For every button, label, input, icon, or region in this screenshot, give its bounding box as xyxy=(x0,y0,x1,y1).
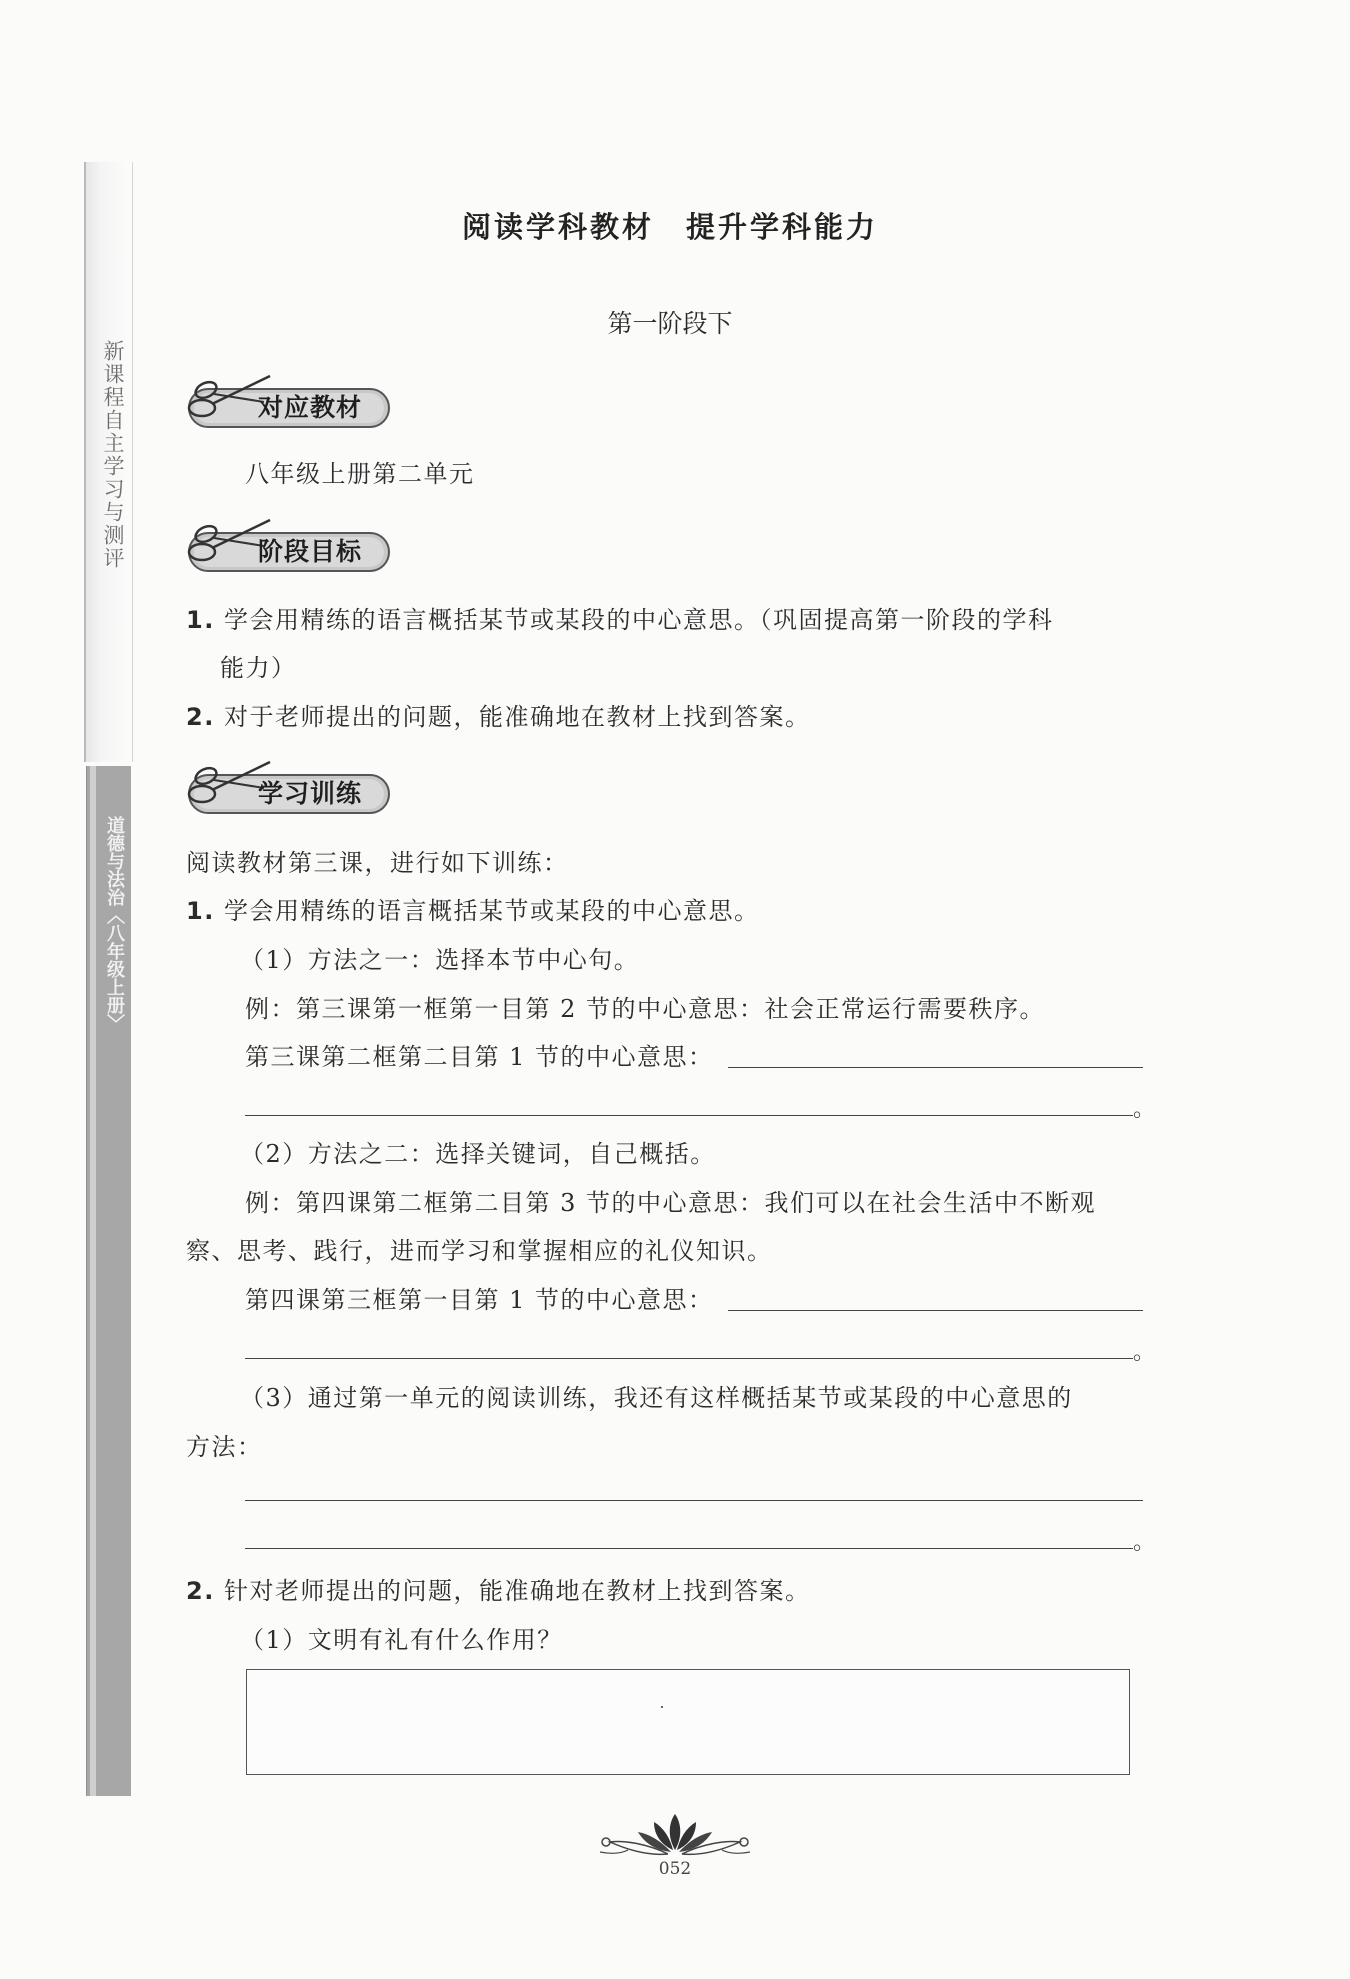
goal-item-1-cont: 能力） xyxy=(220,654,297,682)
method-3-cont: 方法： xyxy=(186,1433,263,1461)
answer-box[interactable] xyxy=(246,1669,1130,1775)
section-header-textbook xyxy=(184,366,404,430)
section-header-label: 阶段目标 xyxy=(258,537,363,566)
section-header-goals xyxy=(184,510,404,574)
series-title: 新课程自主学习与测评 xyxy=(101,340,125,570)
answer-line[interactable] xyxy=(728,1067,1143,1068)
task-text: 学会用精练的语言概括某节或某段的中心意思。 xyxy=(223,897,760,925)
goal-text: 学会用精练的语言概括某节或某段的中心意思。（巩固提高第一阶段的学科 xyxy=(223,606,1054,634)
page-title: 阅读学科教材 提升学科能力 xyxy=(461,210,878,244)
question-1: （1）文明有礼有什么作用？ xyxy=(240,1626,563,1654)
method-2-question: 第四课第三框第一目第 1 节的中心意思： xyxy=(245,1286,714,1314)
answer-line[interactable] xyxy=(728,1310,1143,1311)
answer-line[interactable] xyxy=(245,1115,1133,1116)
task-text: 针对老师提出的问题，能准确地在教材上找到答案。 xyxy=(223,1577,811,1605)
method-1-example: 例：第三课第一框第一目第 2 节的中心意思：社会正常运行需要秩序。 xyxy=(245,995,1046,1023)
subject-title: 道德与法治〈八年级上册〉 xyxy=(104,816,125,1032)
period-mark: 。 xyxy=(1133,1530,1156,1555)
stage-subtitle: 第一阶段下 xyxy=(607,309,733,338)
answer-line[interactable] xyxy=(245,1548,1133,1549)
method-1: （1）方法之一：选择本节中心句。 xyxy=(240,946,640,974)
goal-number: 1. xyxy=(186,606,215,634)
goal-text: 对于老师提出的问题，能准确地在教材上找到答案。 xyxy=(223,703,811,731)
page-number: 052 xyxy=(658,1859,692,1879)
section-header-label: 对应教材 xyxy=(258,393,363,422)
goal-number: 2. xyxy=(186,703,215,731)
method-2: （2）方法之二：选择关键词，自己概括。 xyxy=(240,1140,716,1168)
answer-line[interactable] xyxy=(245,1358,1133,1359)
task-number: 2. xyxy=(186,1577,215,1605)
practice-intro: 阅读教材第三课，进行如下训练： xyxy=(186,849,569,877)
method-2-example: 例：第四课第二框第二目第 3 节的中心意思：我们可以在社会生活中不断观 xyxy=(245,1189,1097,1217)
task-2 xyxy=(186,1571,810,1606)
floral-ornament-icon xyxy=(588,1810,762,1860)
goal-item-1 xyxy=(186,600,1053,635)
method-3: （3）通过第一单元的阅读训练，我还有这样概括某节或某段的中心意思的 xyxy=(240,1384,1073,1412)
section-header-label: 学习训练 xyxy=(258,779,363,808)
section-header-practice xyxy=(184,752,404,816)
goal-item-2 xyxy=(186,697,810,732)
textbook-content: 八年级上册第二单元 xyxy=(245,460,475,488)
method-2-example-cont: 察、思考、践行，进而学习和掌握相应的礼仪知识。 xyxy=(186,1237,773,1265)
task-1 xyxy=(186,891,759,926)
period-mark: 。 xyxy=(1133,1340,1156,1365)
answer-line[interactable] xyxy=(245,1500,1143,1501)
task-number: 1. xyxy=(186,897,215,925)
method-1-question: 第三课第二框第二目第 1 节的中心意思： xyxy=(245,1043,714,1071)
period-mark: 。 xyxy=(1133,1097,1156,1122)
